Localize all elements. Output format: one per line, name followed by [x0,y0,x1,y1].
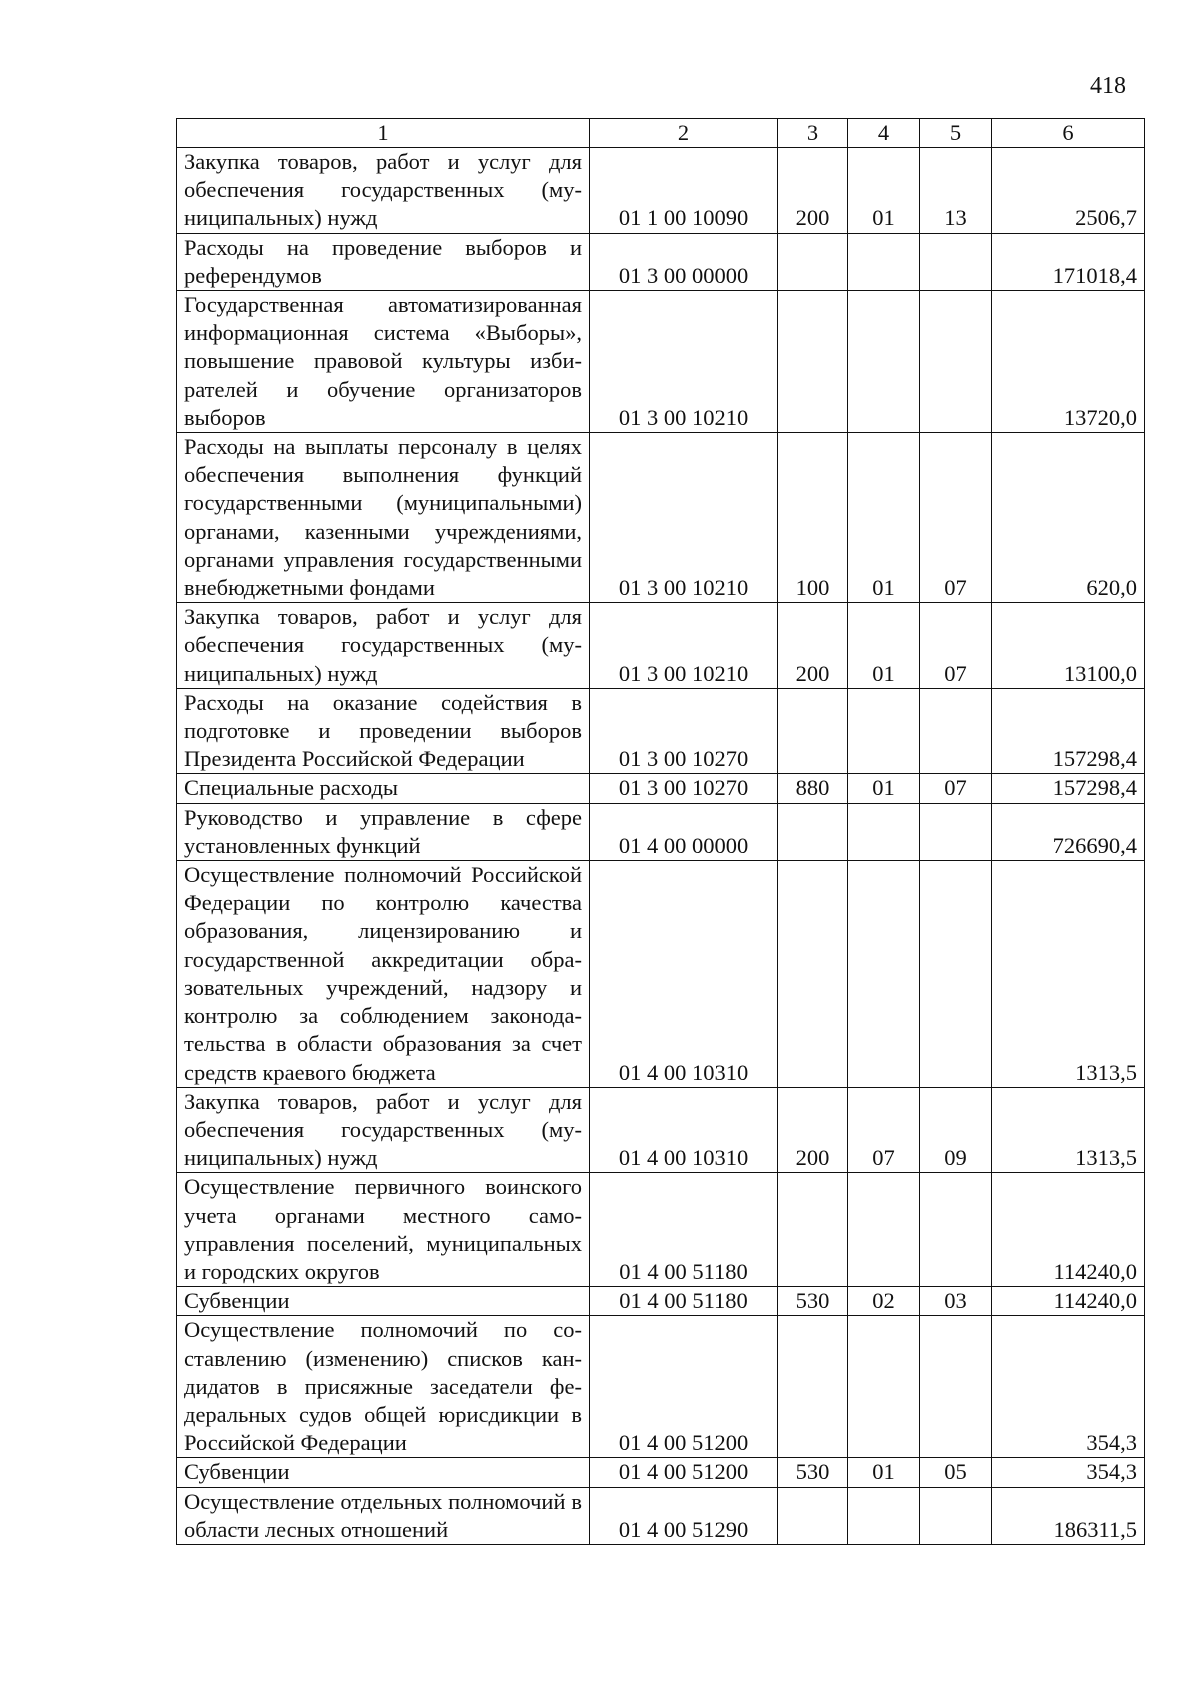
header-col-4: 4 [848,119,920,148]
cell-name: Руководство и управление в сфере установленных функций [177,803,590,860]
cell-code: 01 3 00 10210 [590,433,778,603]
cell-amount: 620,0 [992,433,1145,603]
cell-name: Закупка товаров, работ и услуг для обеспечения государственных (муниципальных) нужд [177,148,590,234]
cell-name: Государственная автоматизированная информационная система «Выборы», повышение правовой культуры избирателей и обучение организаторов выборов [177,291,590,433]
cell-c5: 07 [920,433,992,603]
cell-c4 [848,1487,920,1544]
table-row [177,433,1145,603]
page-number: 418 [1090,73,1126,99]
cell-amount: 157298,4 [992,774,1145,803]
cell-code: 01 1 00 10090 [590,148,778,234]
cell-c4 [848,291,920,433]
cell-c3 [778,861,848,1088]
cell-c3: 200 [778,603,848,689]
cell-amount: 157298,4 [992,688,1145,774]
cell-c3: 100 [778,433,848,603]
cell-name: Субвенции [177,1458,590,1487]
header-col-5: 5 [920,119,992,148]
budget-table [176,118,1145,1545]
cell-amount: 171018,4 [992,233,1145,290]
table-row [177,291,1145,433]
cell-c4: 01 [848,774,920,803]
cell-c3: 200 [778,1087,848,1173]
table-row [177,1458,1145,1487]
cell-c5 [920,1487,992,1544]
cell-c5: 13 [920,148,992,234]
cell-c3: 530 [778,1287,848,1316]
cell-amount: 354,3 [992,1316,1145,1458]
cell-c4: 01 [848,148,920,234]
cell-amount: 114240,0 [992,1287,1145,1316]
cell-c5 [920,233,992,290]
table-row [177,1316,1145,1458]
cell-c3 [778,233,848,290]
cell-c3 [778,1173,848,1287]
cell-c3: 200 [778,148,848,234]
cell-c4: 02 [848,1287,920,1316]
cell-name: Закупка товаров, работ и услуг для обеспечения государственных (муниципальных) нужд [177,1087,590,1173]
cell-code: 01 4 00 10310 [590,861,778,1088]
cell-name: Осуществление отдельных полномочий в области лесных отношений [177,1487,590,1544]
cell-name: Осуществление первичного воинского учета органами местного самоуправления поселений, муниципальных и городских округов [177,1173,590,1287]
cell-code: 01 4 00 51180 [590,1173,778,1287]
cell-name: Расходы на выплаты персоналу в целях обеспечения выполнения функций государственными (муниципальными) органами, казенными учреждениями, органами управления государственными внебюджетными фондами [177,433,590,603]
table-row [177,688,1145,774]
table-row [177,861,1145,1088]
cell-c3 [778,803,848,860]
cell-c5: 09 [920,1087,992,1173]
cell-c5 [920,291,992,433]
cell-code: 01 4 00 51200 [590,1458,778,1487]
cell-c4: 01 [848,1458,920,1487]
cell-name: Закупка товаров, работ и услуг для обеспечения государственных (муниципальных) нужд [177,603,590,689]
table-row [177,1173,1145,1287]
table-row [177,148,1145,234]
cell-amount: 1313,5 [992,861,1145,1088]
cell-c3 [778,688,848,774]
cell-c4 [848,1173,920,1287]
header-col-1: 1 [177,119,590,148]
cell-code: 01 3 00 10210 [590,603,778,689]
cell-c5: 03 [920,1287,992,1316]
cell-c4: 01 [848,603,920,689]
table-row [177,1487,1145,1544]
header-col-6: 6 [992,119,1145,148]
cell-c4 [848,688,920,774]
cell-amount: 13720,0 [992,291,1145,433]
cell-c5: 05 [920,1458,992,1487]
table-row [177,1287,1145,1316]
cell-c3: 530 [778,1458,848,1487]
cell-amount: 13100,0 [992,603,1145,689]
table-row [177,803,1145,860]
cell-c5 [920,688,992,774]
cell-c4 [848,861,920,1088]
cell-c4 [848,803,920,860]
cell-name: Расходы на проведение выборов и референдумов [177,233,590,290]
cell-amount: 726690,4 [992,803,1145,860]
cell-amount: 186311,5 [992,1487,1145,1544]
table-row [177,1087,1145,1173]
cell-code: 01 4 00 51200 [590,1316,778,1458]
cell-code: 01 3 00 10210 [590,291,778,433]
cell-code: 01 4 00 51180 [590,1287,778,1316]
cell-c5 [920,1173,992,1287]
cell-code: 01 3 00 10270 [590,688,778,774]
cell-code: 01 3 00 00000 [590,233,778,290]
cell-amount: 2506,7 [992,148,1145,234]
cell-code: 01 4 00 10310 [590,1087,778,1173]
cell-code: 01 4 00 51290 [590,1487,778,1544]
cell-c5 [920,803,992,860]
cell-c3: 880 [778,774,848,803]
cell-name: Осуществление полномочий по составлению (изменению) списков кандидатов в присяжные заседатели федеральных судов общей юрисдикции в Российской Федерации [177,1316,590,1458]
header-row [177,119,1145,148]
cell-c5: 07 [920,774,992,803]
cell-name: Расходы на оказание содействия в подготовке и проведении выборов Президента Российской Федерации [177,688,590,774]
cell-amount: 1313,5 [992,1087,1145,1173]
header-col-3: 3 [778,119,848,148]
header-col-2: 2 [590,119,778,148]
cell-c4: 07 [848,1087,920,1173]
cell-name: Специальные расходы [177,774,590,803]
cell-c5 [920,861,992,1088]
cell-name: Субвенции [177,1287,590,1316]
cell-code: 01 4 00 00000 [590,803,778,860]
cell-c3 [778,291,848,433]
table-row [177,233,1145,290]
cell-c3 [778,1487,848,1544]
table-row [177,774,1145,803]
cell-c3 [778,1316,848,1458]
cell-c4 [848,1316,920,1458]
cell-c5: 07 [920,603,992,689]
table-row [177,603,1145,689]
cell-name: Осуществление полномочий Российской Федерации по контролю качества образования, лицензированию и государственной аккредитации образовательных учреждений, надзору и контролю за соблюдением законодательства в области образования за счет средств краевого бюджета [177,861,590,1088]
cell-c4: 01 [848,433,920,603]
cell-c4 [848,233,920,290]
cell-amount: 114240,0 [992,1173,1145,1287]
cell-c5 [920,1316,992,1458]
cell-amount: 354,3 [992,1458,1145,1487]
cell-code: 01 3 00 10270 [590,774,778,803]
